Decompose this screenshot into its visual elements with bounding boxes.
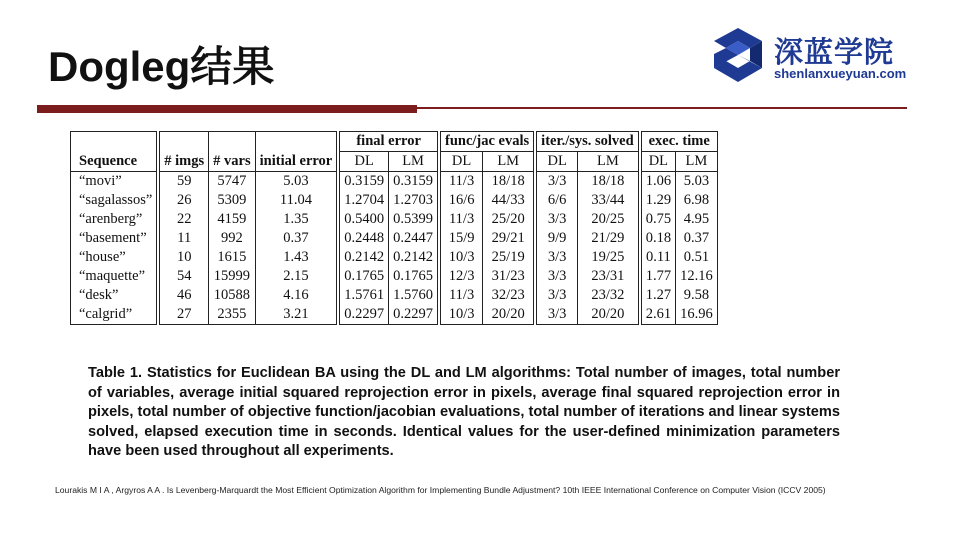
table-cell: 12/3 <box>439 267 483 286</box>
table-row <box>71 229 718 248</box>
table-cell: 27 <box>158 305 208 325</box>
table-cell: 3/3 <box>535 267 578 286</box>
sequence-cell: “house” <box>71 248 159 267</box>
table-row <box>71 191 718 210</box>
group-header: exec. time <box>640 132 718 152</box>
table-cell: 54 <box>158 267 208 286</box>
table-row <box>71 210 718 229</box>
table-cell: 992 <box>209 229 255 248</box>
sub-header: LM <box>578 152 640 172</box>
sequence-cell: “arenberg” <box>71 210 159 229</box>
title-underline-bar <box>37 105 417 113</box>
table-cell: 22 <box>158 210 208 229</box>
table-cell: 3/3 <box>535 248 578 267</box>
table-cell: 33/44 <box>578 191 640 210</box>
sequence-cell: “basement” <box>71 229 159 248</box>
table-cell: 6/6 <box>535 191 578 210</box>
sub-header: DL <box>640 152 676 172</box>
table-cell: 18/18 <box>483 172 535 192</box>
reference-citation: Lourakis M I A , Argyros A A . Is Levenberg-Marquardt the Most Efficient Optimization Algorithm for Implementing Bundle Adjustment? 10th IEEE International Conference on Computer Vision (ICCV 2005) <box>55 485 826 495</box>
sequence-cell: “desk” <box>71 286 159 305</box>
statistics-table <box>70 131 718 325</box>
table-cell: 0.5399 <box>389 210 439 229</box>
sequence-cell: “calgrid” <box>71 305 159 325</box>
table-cell: 16/6 <box>439 191 483 210</box>
table-row <box>71 172 718 192</box>
table-cell: 2355 <box>209 305 255 325</box>
table-cell: 0.18 <box>640 229 676 248</box>
table-cell: 0.1765 <box>389 267 439 286</box>
table-cell: 5.03 <box>676 172 718 192</box>
table-cell: 1.35 <box>255 210 338 229</box>
sub-header: LM <box>483 152 535 172</box>
table-cell: 11.04 <box>255 191 338 210</box>
table-cell: 0.3159 <box>338 172 388 192</box>
table-cell: 32/23 <box>483 286 535 305</box>
table-row <box>71 305 718 325</box>
sequence-cell: “movi” <box>71 172 159 192</box>
table-cell: 11 <box>158 229 208 248</box>
table-cell: 15/9 <box>439 229 483 248</box>
table-caption: Table 1. Statistics for Euclidean BA using the DL and LM algorithms: Total number of images, total number of variables, average initial squared reprojection error in pixels, average final squared reprojection error in pixels, total number of objective function/jacobian evaluations, total number of iterations and linear systems solved, elapsed execution time in seconds. Identical values for the user-defined minimization parameters have been used throughout all experiments. <box>88 365 840 459</box>
group-header: final error <box>338 132 439 152</box>
table-cell: 25/20 <box>483 210 535 229</box>
table-cell: 31/23 <box>483 267 535 286</box>
table-cell: 19/25 <box>578 248 640 267</box>
table-cell: 0.2448 <box>338 229 388 248</box>
table-cell: 44/33 <box>483 191 535 210</box>
table-cell: 10/3 <box>439 248 483 267</box>
table-row <box>71 267 718 286</box>
sequence-cell: “maquette” <box>71 267 159 286</box>
table-cell: 1.06 <box>640 172 676 192</box>
sub-header: DL <box>535 152 578 172</box>
table-cell: 3.21 <box>255 305 338 325</box>
table-cell: 21/29 <box>578 229 640 248</box>
table-cell: 46 <box>158 286 208 305</box>
table-cell: 20/20 <box>483 305 535 325</box>
table-cell: 3/3 <box>535 172 578 192</box>
table-cell: 2.15 <box>255 267 338 286</box>
table-cell: 3/3 <box>535 210 578 229</box>
table-row <box>71 248 718 267</box>
table-cell: 3/3 <box>535 305 578 325</box>
sub-header: DL <box>439 152 483 172</box>
sub-header: LM <box>676 152 718 172</box>
table-cell: 16.96 <box>676 305 718 325</box>
table-cell: 15999 <box>209 267 255 286</box>
table-cell: 10 <box>158 248 208 267</box>
table-cell: 9/9 <box>535 229 578 248</box>
slide-title: Dogleg结果 <box>48 43 275 90</box>
table-cell: 0.37 <box>676 229 718 248</box>
table-cell: 1.43 <box>255 248 338 267</box>
table-cell: 3/3 <box>535 286 578 305</box>
table-cell: 5747 <box>209 172 255 192</box>
brand-logo <box>710 26 920 88</box>
table-cell: 1.5761 <box>338 286 388 305</box>
table-cell: 1.5760 <box>389 286 439 305</box>
table-cell: 1.77 <box>640 267 676 286</box>
logo-chinese-text: 深蓝学院 <box>774 35 895 69</box>
table-cell: 1615 <box>209 248 255 267</box>
title-underline-line <box>417 107 907 109</box>
table-cell: 1.29 <box>640 191 676 210</box>
table-cell: 23/32 <box>578 286 640 305</box>
table-cell: 0.2142 <box>389 248 439 267</box>
table-cell: 5309 <box>209 191 255 210</box>
group-header: func/jac evals <box>439 132 535 152</box>
table-cell: 10/3 <box>439 305 483 325</box>
table-cell: 12.16 <box>676 267 718 286</box>
table-cell: 0.37 <box>255 229 338 248</box>
table-cell: 1.2703 <box>389 191 439 210</box>
table-cell: 0.1765 <box>338 267 388 286</box>
table-cell: 9.58 <box>676 286 718 305</box>
table-cell: 59 <box>158 172 208 192</box>
table-row <box>71 286 718 305</box>
table-cell: 6.98 <box>676 191 718 210</box>
table-cell: 0.2142 <box>338 248 388 267</box>
table-cell: 4.16 <box>255 286 338 305</box>
table-cell: 10588 <box>209 286 255 305</box>
table-cell: 4159 <box>209 210 255 229</box>
table-cell: 25/19 <box>483 248 535 267</box>
column-header: # vars <box>209 152 255 172</box>
table-cell: 0.51 <box>676 248 718 267</box>
table-cell: 29/21 <box>483 229 535 248</box>
group-header: iter./sys. solved <box>535 132 640 152</box>
column-header: initial error <box>255 152 338 172</box>
table-cell: 0.11 <box>640 248 676 267</box>
table-cell: 5.03 <box>255 172 338 192</box>
table-cell: 0.75 <box>640 210 676 229</box>
table-cell: 20/25 <box>578 210 640 229</box>
table-cell: 23/31 <box>578 267 640 286</box>
table-cell: 0.2297 <box>389 305 439 325</box>
column-header: Sequence <box>71 152 159 172</box>
table-cell: 0.5400 <box>338 210 388 229</box>
logo-domain-text: shenlanxueyuan.com <box>774 66 907 81</box>
table-cell: 0.3159 <box>389 172 439 192</box>
table-cell: 4.95 <box>676 210 718 229</box>
table-cell: 11/3 <box>439 172 483 192</box>
table-cell: 0.2297 <box>338 305 388 325</box>
table-cell: 26 <box>158 191 208 210</box>
sub-header: DL <box>338 152 388 172</box>
table-cell: 1.2704 <box>338 191 388 210</box>
table-cell: 20/20 <box>578 305 640 325</box>
sub-header: LM <box>389 152 439 172</box>
table-cell: 0.2447 <box>389 229 439 248</box>
sequence-cell: “sagalassos” <box>71 191 159 210</box>
table-cell: 11/3 <box>439 286 483 305</box>
table-cell: 11/3 <box>439 210 483 229</box>
column-header: # imgs <box>158 152 208 172</box>
table-cell: 1.27 <box>640 286 676 305</box>
logo-mark-icon <box>710 26 766 84</box>
table-cell: 18/18 <box>578 172 640 192</box>
table-cell: 2.61 <box>640 305 676 325</box>
